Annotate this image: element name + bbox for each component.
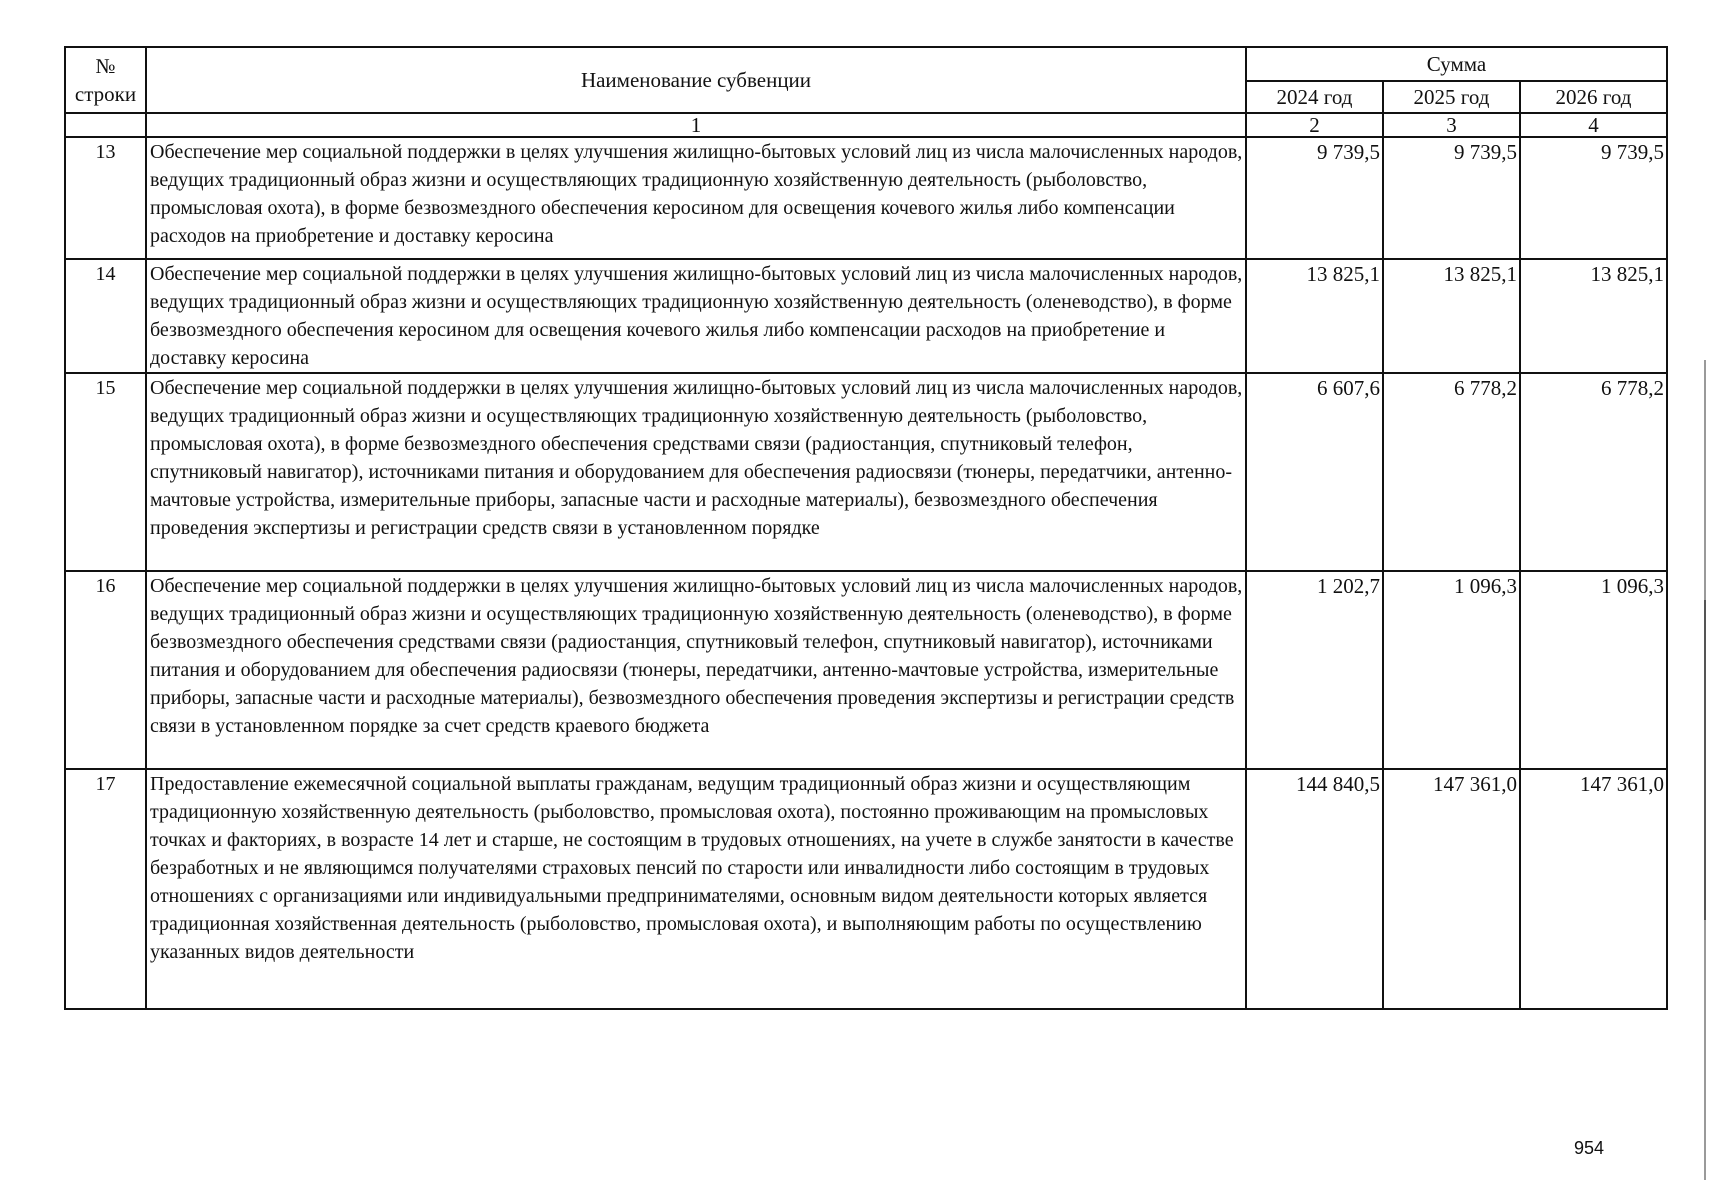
row-number: 15 bbox=[65, 373, 146, 571]
header-subsidy-name: Наименование субвенции bbox=[146, 47, 1246, 113]
row-number: 14 bbox=[65, 259, 146, 373]
table-row bbox=[65, 571, 1667, 769]
column-number-2: 2 bbox=[1246, 113, 1383, 137]
table-row bbox=[65, 769, 1667, 1009]
column-number-0 bbox=[65, 113, 146, 137]
amount-2025: 147 361,0 bbox=[1383, 769, 1520, 1009]
header-year-2026: 2026 год bbox=[1520, 81, 1667, 113]
column-number-3: 3 bbox=[1383, 113, 1520, 137]
column-number-4: 4 bbox=[1520, 113, 1667, 137]
amount-2026: 147 361,0 bbox=[1520, 769, 1667, 1009]
subsidy-name: Обеспечение мер социальной поддержки в целях улучшения жилищно-бытовых условий лиц из числа малочисленных народов, ведущих традиционный образ жизни и осуществляющих традиционную хозяйственную деятельность (оленеводство), в форме безвозмездного обеспечения средствами связи (радиостанция, спутниковый телефон, спутниковый навигатор), источниками питания и оборудованием для обеспечения радиосвязи (тюнеры, передатчики, антенно-мачтовые устройства, измерительные приборы, запасные части и расходные материалы), безвозмездного обеспечения проведения экспертизы и регистрации средств связи в установленном порядке за счет средств краевого бюджета bbox=[146, 571, 1246, 769]
amount-2024: 9 739,5 bbox=[1246, 137, 1383, 259]
header-sum: Сумма bbox=[1246, 47, 1667, 81]
amount-2024: 144 840,5 bbox=[1246, 769, 1383, 1009]
subsidy-name: Обеспечение мер социальной поддержки в целях улучшения жилищно-бытовых условий лиц из числа малочисленных народов, ведущих традиционный образ жизни и осуществляющих традиционную хозяйственную деятельность (рыболовство, промысловая охота), в форме безвозмездного обеспечения керосином для освещения кочевого жилья либо компенсации расходов на приобретение и доставку керосина bbox=[146, 137, 1246, 259]
amount-2025: 1 096,3 bbox=[1383, 571, 1520, 769]
column-number-1: 1 bbox=[146, 113, 1246, 137]
scan-edge-line bbox=[1704, 600, 1706, 920]
amount-2026: 9 739,5 bbox=[1520, 137, 1667, 259]
header-year-2024: 2024 год bbox=[1246, 81, 1383, 113]
amount-2026: 6 778,2 bbox=[1520, 373, 1667, 571]
amount-2026: 1 096,3 bbox=[1520, 571, 1667, 769]
header-row-number: № строки bbox=[65, 47, 146, 113]
amount-2024: 13 825,1 bbox=[1246, 259, 1383, 373]
row-number: 16 bbox=[65, 571, 146, 769]
row-number: 13 bbox=[65, 137, 146, 259]
row-number: 17 bbox=[65, 769, 146, 1009]
header-year-2025: 2025 год bbox=[1383, 81, 1520, 113]
subsidy-name: Обеспечение мер социальной поддержки в целях улучшения жилищно-бытовых условий лиц из числа малочисленных народов, ведущих традиционный образ жизни и осуществляющих традиционную хозяйственную деятельность (оленеводство), в форме безвозмездного обеспечения керосином для освещения кочевого жилья либо компенсации расходов на приобретение и доставку керосина bbox=[146, 259, 1246, 373]
amount-2026: 13 825,1 bbox=[1520, 259, 1667, 373]
table-row bbox=[65, 373, 1667, 571]
amount-2024: 6 607,6 bbox=[1246, 373, 1383, 571]
subsidy-name: Предоставление ежемесячной социальной выплаты гражданам, ведущим традиционный образ жизни и осуществляющим традиционную хозяйственную деятельность (рыболовство, промысловая охота), постоянно проживающим на промысловых точках и факториях, в возрасте 14 лет и старше, не состоящим в трудовых отношениях, на учете в службе занятости в качестве безработных и не являющимся получателями страховых пенсий по старости или инвалидности либо состоящим в трудовых отношениях с организациями или индивидуальными предпринимателями, основным видом деятельности которых является традиционная хозяйственная деятельность (рыболовство, промысловая охота), и выполняющим работы по осуществлению указанных видов деятельности bbox=[146, 769, 1246, 1009]
subsidy-name: Обеспечение мер социальной поддержки в целях улучшения жилищно-бытовых условий лиц из числа малочисленных народов, ведущих традиционный образ жизни и осуществляющих традиционную хозяйственную деятельность (рыболовство, промысловая охота), в форме безвозмездного обеспечения средствами связи (радиостанция, спутниковый телефон, спутниковый навигатор), источниками питания и оборудованием для обеспечения радиосвязи (тюнеры, передатчики, антенно-мачтовые устройства, измерительные приборы, запасные части и расходные материалы), безвозмездного обеспечения проведения экспертизы и регистрации средств связи в установленном порядке bbox=[146, 373, 1246, 571]
amount-2025: 6 778,2 bbox=[1383, 373, 1520, 571]
table-row bbox=[65, 137, 1667, 259]
amount-2025: 13 825,1 bbox=[1383, 259, 1520, 373]
table-header bbox=[65, 47, 1667, 137]
table-row bbox=[65, 259, 1667, 373]
page-number: 954 bbox=[1574, 1138, 1605, 1158]
amount-2025: 9 739,5 bbox=[1383, 137, 1520, 259]
subsidy-table bbox=[64, 46, 1668, 1010]
amount-2024: 1 202,7 bbox=[1246, 571, 1383, 769]
